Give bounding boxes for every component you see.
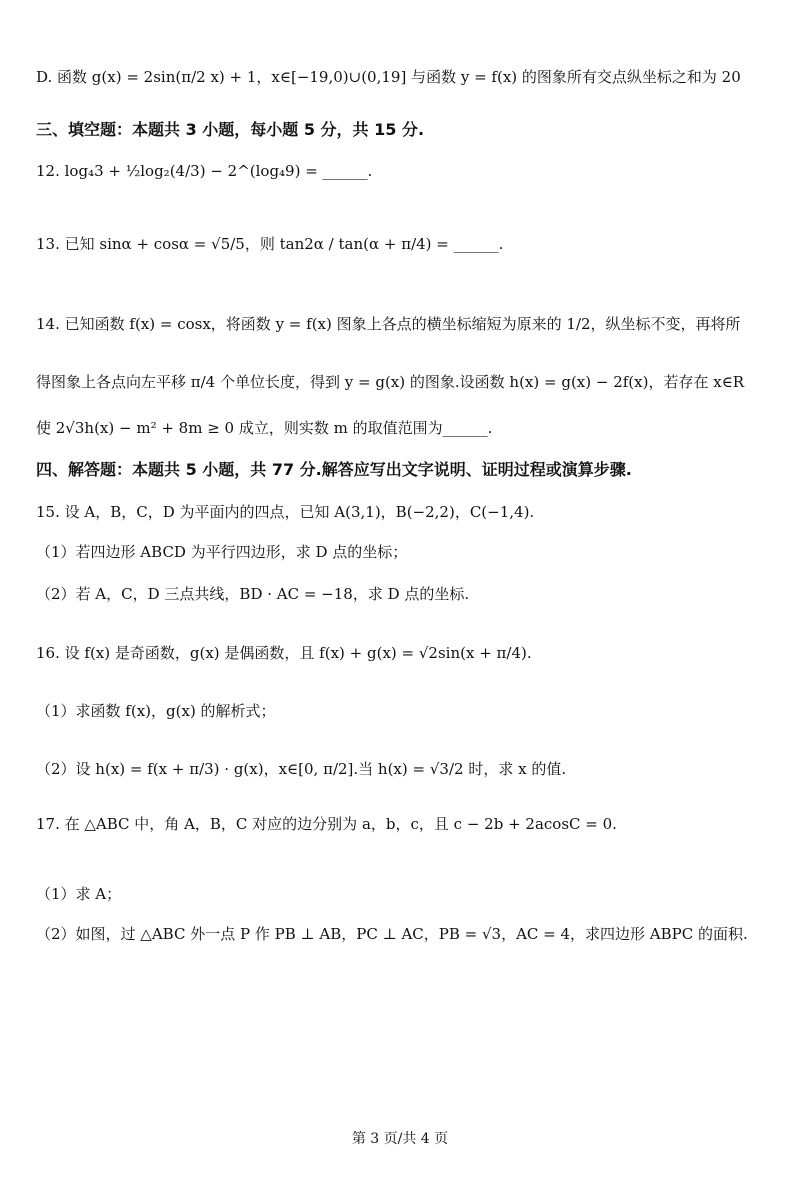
question-16-part-2: （2）设 h(x) = f(x + π/3) · g(x)，x∈[0, π/2].当 h(x) = √3/2 时，求 x 的值.	[36, 760, 567, 778]
question-16: 16. 设 f(x) 是奇函数，g(x) 是偶函数，且 f(x) + g(x) = √2sin(x + π/4).	[36, 644, 532, 662]
question-15: 15. 设 A，B，C，D 为平面内的四点，已知 A(3,1)，B(−2,2)，C(−1,4).	[36, 503, 535, 521]
section-four-heading: 四、解答题：本题共 5 小题，共 77 分.解答应写出文字说明、证明过程或演算步骤.	[36, 460, 632, 479]
question-17-part-1: （1）求 A；	[36, 885, 122, 903]
question-14-line-1: 14. 已知函数 f(x) = cosx，将函数 y = f(x) 图象上各点的横坐标缩短为原来的 1/2，纵坐标不变，再将所	[36, 315, 741, 333]
page-footer: 第 3 页/共 4 页	[351, 1131, 449, 1147]
option-d-text: D. 函数 g(x) = 2sin(π/2 x) + 1，x∈[−19,0)∪(0,19] 与函数 y = f(x) 的图象所有交点纵坐标之和为 20	[36, 68, 741, 86]
question-14-line-3: 使 2√3h(x) − m² + 8m ≥ 0 成立，则实数 m 的取值范围为______.	[36, 419, 493, 437]
question-15-part-1: （1）若四边形 ABCD 为平行四边形，求 D 点的坐标；	[36, 543, 408, 561]
question-16-part-1: （1）求函数 f(x)，g(x) 的解析式；	[36, 702, 276, 720]
question-17-part-2: （2）如图，过 △ABC 外一点 P 作 PB ⊥ AB，PC ⊥ AC，PB = √3，AC = 4，求四边形 ABPC 的面积.	[36, 925, 748, 943]
question-15-part-2: （2）若 A，C，D 三点共线，BD · AC = −18，求 D 点的坐标.	[36, 585, 470, 603]
question-14-line-2: 得图象上各点向左平移 π/4 个单位长度，得到 y = g(x) 的图象.设函数 h(x) = g(x) − 2f(x)，若存在 x∈R	[36, 373, 745, 391]
question-17: 17. 在 △ABC 中，角 A，B，C 对应的边分别为 a，b，c，且 c − 2b + 2acosC = 0.	[36, 815, 617, 833]
question-12: 12. log₄3 + ½log₂(4/3) − 2^(log₄9) = ______.	[36, 162, 373, 180]
question-13: 13. 已知 sinα + cosα = √5/5，则 tan2α / tan(α + π/4) = ______.	[36, 235, 504, 253]
section-three-heading: 三、填空题：本题共 3 小题，每小题 5 分，共 15 分.	[36, 120, 425, 139]
